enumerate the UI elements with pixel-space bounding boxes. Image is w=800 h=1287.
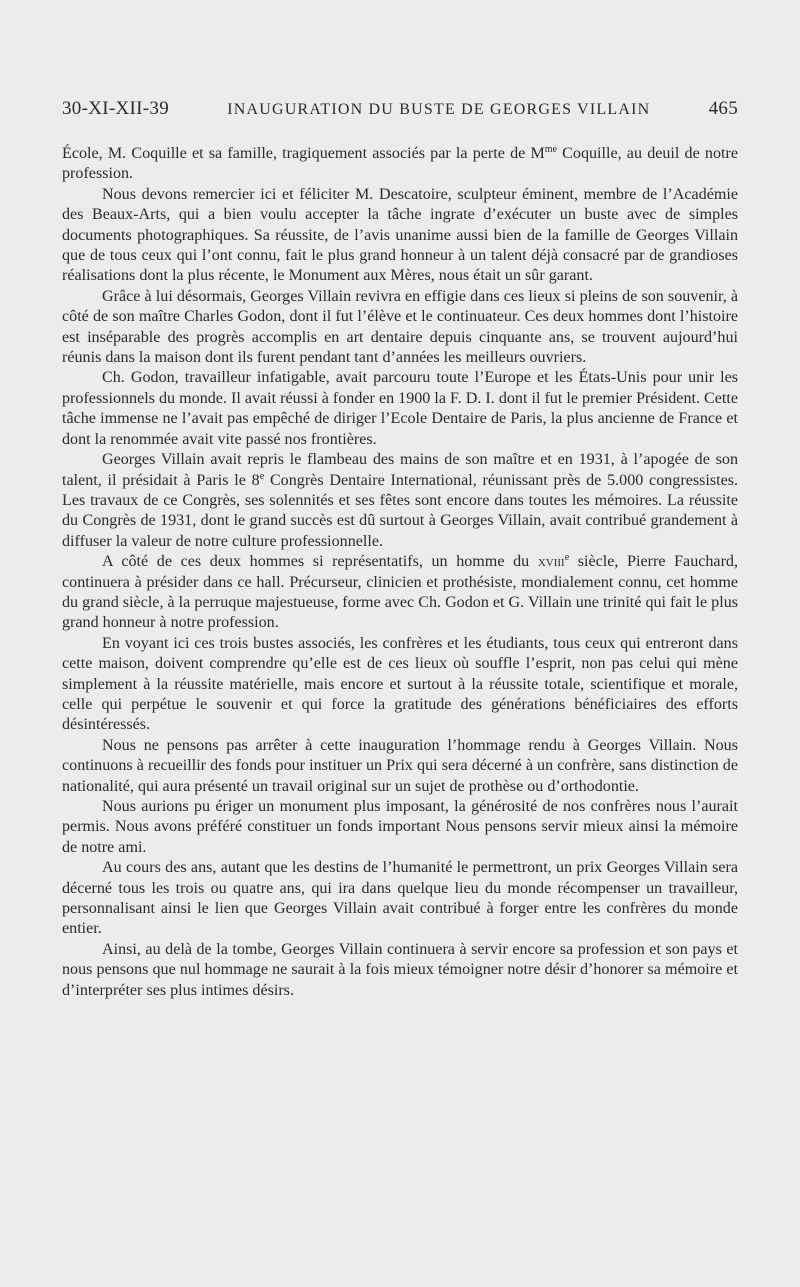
paragraph: Ainsi, au delà de la tombe, Georges Villain continuera à servir encore sa profession et son pays et nous pensons que nul hommage ne saurait à la fois mieux témoigner notre désir d’honorer sa mémoire et d’interpréter ses plus intimes désirs.	[62, 940, 738, 999]
paragraph: Nous aurions pu ériger un monument plus imposant, la générosité de nos confrères nous l’aurait permis. Nous avons préféré constituer un fonds important Nous pensons servir mieux ainsi la mémoire de notre ami.	[62, 798, 738, 856]
paragraph: Grâce à lui désormais, Georges Villain revivra en effigie dans ces lieux si pleins de son souvenir, à côté de son maître Charles Godon, dont il fut l’élève et le continuateur. Ces deux hommes dont l’histoire est inséparable des progrès accomplis en art dentaire depuis cinquante ans, se trouvent aujourd’hui réunis dans la maison dont ils furent pendant tant d’années les meilleurs ouvriers.	[62, 287, 738, 367]
paragraph: Georges Villain avait repris le flambeau des mains de son maître et en 1931, à l’apogée de son talent, il présidait à Paris le 8e Congrès Dentaire International, réunissant près de 5.000 congressistes. Les travaux de ce Congrès, ses solennités et ses fêtes sont encore dans toutes les mémoires. La réussite du Congrès de 1931, dont le grand succès est dû surtout à Georges Villain, avait contribué grandement à diffuser la valeur de notre culture professionnelle.	[62, 451, 738, 550]
paragraph: Nous ne pensons pas arrêter à cette inauguration l’hommage rendu à Georges Villain. Nous continuons à recueillir des fonds pour instituer un Prix qui sera décerné à un confrère, sans distinction de nationalité, qui aura présenté un travail original sur un sujet de prothèse ou d’orthodontie.	[62, 736, 738, 795]
header-title: INAUGURATION DU BUSTE DE GEORGES VILLAIN	[227, 101, 651, 118]
paragraph: En voyant ici ces trois bustes associés, les confrères et les étudiants, tous ceux qui entreront dans cette maison, doivent comprendre qu’elle est de ces lieux où souffle l’esprit, non pas celui qui mène simplement à la réussite matérielle, mais encore et surtout à la réussite totale, scientifique et morale, celle qui perpétue le souvenir et qui force la gratitude des générations bénéficiaires des efforts désintéressés.	[62, 634, 738, 734]
paragraph: A côté de ces deux hommes si représentatifs, un homme du xviii$^e$ siècle, Pierre Fauchard, continuera à présider dans ce hall. Précurseur, clinicien et prothésiste, mondialement connu, cet homme du grand siècle, à la perruque majestueuse, forme avec Ch. Godon et G. Villain une trinité qui fait le plus grand honneur à notre profession.	[62, 552, 739, 632]
header-date: 30-XI-XII-39	[62, 98, 170, 119]
paragraph: Ch. Godon, travailleur infatigable, avait parcouru toute l’Europe et les États-Unis pour unir les professionnels du monde. Il avait réussi à fonder en 1900 la F. D. I. dont il fut le premier Président. Cette tâche immense ne l’avait pas empêché de diriger l’Ecole Dentaire de Paris, la plus ancienne de France et dont la renommée avait vite passé nos frontières.	[62, 369, 738, 448]
paragraph: Au cours des ans, autant que les destins de l’humanité le permettront, un prix Georges Villain sera décerné tous les trois ou quatre ans, qui ira dans quelque lieu du monde récompenser un travailleur, personnalisant ainsi le lien que Georges Villain avait contribué à forger entre les confrères du monde entier.	[62, 859, 738, 938]
page-number: 465	[708, 98, 738, 119]
article-body	[62, 144, 738, 1001]
paragraph: Nous devons remercier ici et féliciter M. Descatoire, sculpteur éminent, membre de l’Académie des Beaux-Arts, qui a bien voulu accepter la tâche ingrate d’exécuter un buste avec de simples documents photographiques. Sa réussite, de l’avis unanime aussi bien de la famille de Georges Villain que de tous ceux qui l’ont connu, fait le plus grand honneur à un talent déjà consacré par de grandioses réalisations dont la plus récente, le Monument aux Mères, nous était un sûr garant.	[62, 185, 738, 285]
running-header	[62, 98, 738, 120]
paragraph: École, M. Coquille et sa famille, tragiquement associés par la perte de $M^{me}$ Coquille, au deuil de notre profession.	[62, 144, 738, 183]
